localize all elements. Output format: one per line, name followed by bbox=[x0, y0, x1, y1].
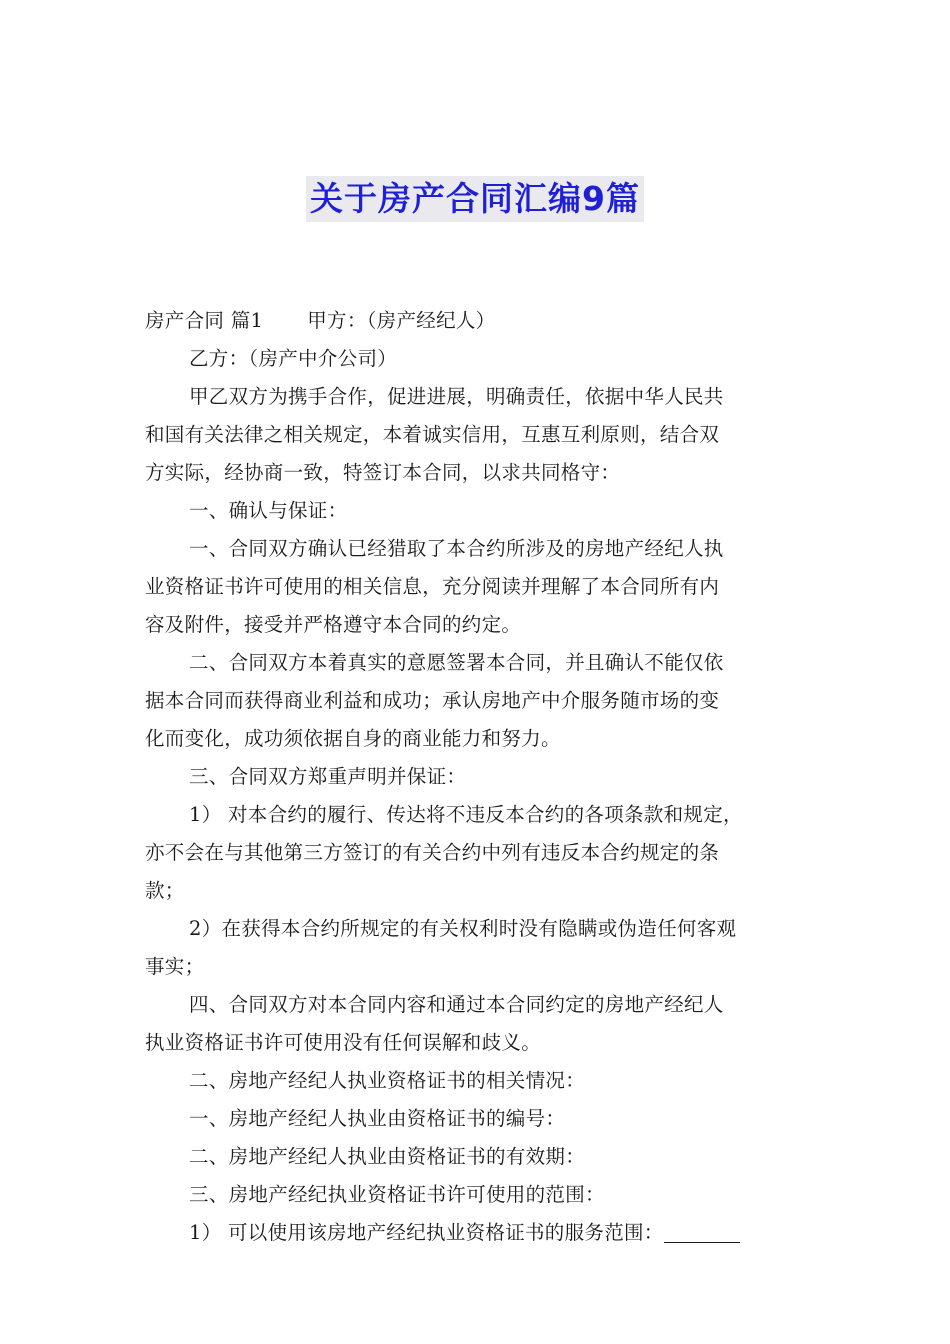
paragraph-line: 一、合同双方确认已经猎取了本合约所涉及的房地产经纪人执 bbox=[189, 537, 724, 560]
title-container bbox=[0, 176, 950, 222]
fill-in-blank bbox=[664, 1220, 740, 1243]
paragraph-line: 据本合同而获得商业利益和成功；承认房地产中介服务随市场的变 bbox=[145, 689, 720, 712]
paragraph-line: 三、合同双方郑重声明并保证： bbox=[189, 765, 467, 788]
paragraph-line: 容及附件，接受并严格遵守本合同的约定。 bbox=[145, 613, 522, 636]
paragraph-line: 一、房地产经纪人执业由资格证书的编号： bbox=[189, 1107, 566, 1130]
document-body bbox=[145, 302, 810, 1252]
paragraph-line: 业资格证书许可使用的相关信息，充分阅读并理解了本合同所有内 bbox=[145, 575, 720, 598]
paragraph-line: 一、确认与保证： bbox=[189, 499, 348, 522]
paragraph-line: 和国有关法律之相关规定，本着诚实信用，互惠互利原则，结合双 bbox=[145, 423, 720, 446]
paragraph-line: 甲乙双方为携手合作，促进进展，明确责任，依据中华人民共 bbox=[189, 385, 724, 408]
service-scope-label: 1） 可以使用该房地产经纪执业资格证书的服务范围： bbox=[189, 1221, 664, 1244]
section-heading: 房产合同 篇1 bbox=[145, 309, 264, 332]
paragraph-line: 款； bbox=[145, 879, 185, 902]
paragraph-line: 方实际，经协商一致，特签订本合同，以求共同格守： bbox=[145, 461, 621, 484]
paragraph-line: 2）在获得本合约所规定的有关权利时没有隐瞒或伪造任何客观 bbox=[189, 917, 737, 940]
paragraph-line: 乙方：（房产中介公司） bbox=[189, 347, 398, 370]
paragraph-line: 三、房地产经纪执业资格证书许可使用的范围： bbox=[189, 1183, 605, 1206]
paragraph-line: 二、合同双方本着真实的意愿签署本合同，并且确认不能仅依 bbox=[189, 651, 724, 674]
paragraph-line-with-blank bbox=[145, 1214, 810, 1252]
heading-line bbox=[145, 302, 810, 340]
paragraph-line: 二、房地产经纪人执业由资格证书的有效期： bbox=[189, 1145, 586, 1168]
party-a: 甲方：（房产经纪人） bbox=[307, 309, 496, 332]
paragraph-line: 四、合同双方对本合同内容和通过本合同约定的房地产经纪人 bbox=[189, 993, 724, 1016]
paragraph-line: 1） 对本合约的履行、传达将不违反本合约的各项条款和规定， bbox=[189, 803, 743, 826]
paragraph-line: 执业资格证书许可使用没有任何误解和歧义。 bbox=[145, 1031, 542, 1054]
paragraph-line: 亦不会在与其他第三方签订的有关合约中列有违反本合约规定的条 bbox=[145, 841, 720, 864]
paragraph-line: 化而变化，成功须依据自身的商业能力和努力。 bbox=[145, 727, 561, 750]
document-title: 关于房产合同汇编9篇 bbox=[306, 176, 644, 222]
paragraph-line: 事实； bbox=[145, 955, 205, 978]
paragraph-line: 二、房地产经纪人执业资格证书的相关情况： bbox=[189, 1069, 586, 1092]
